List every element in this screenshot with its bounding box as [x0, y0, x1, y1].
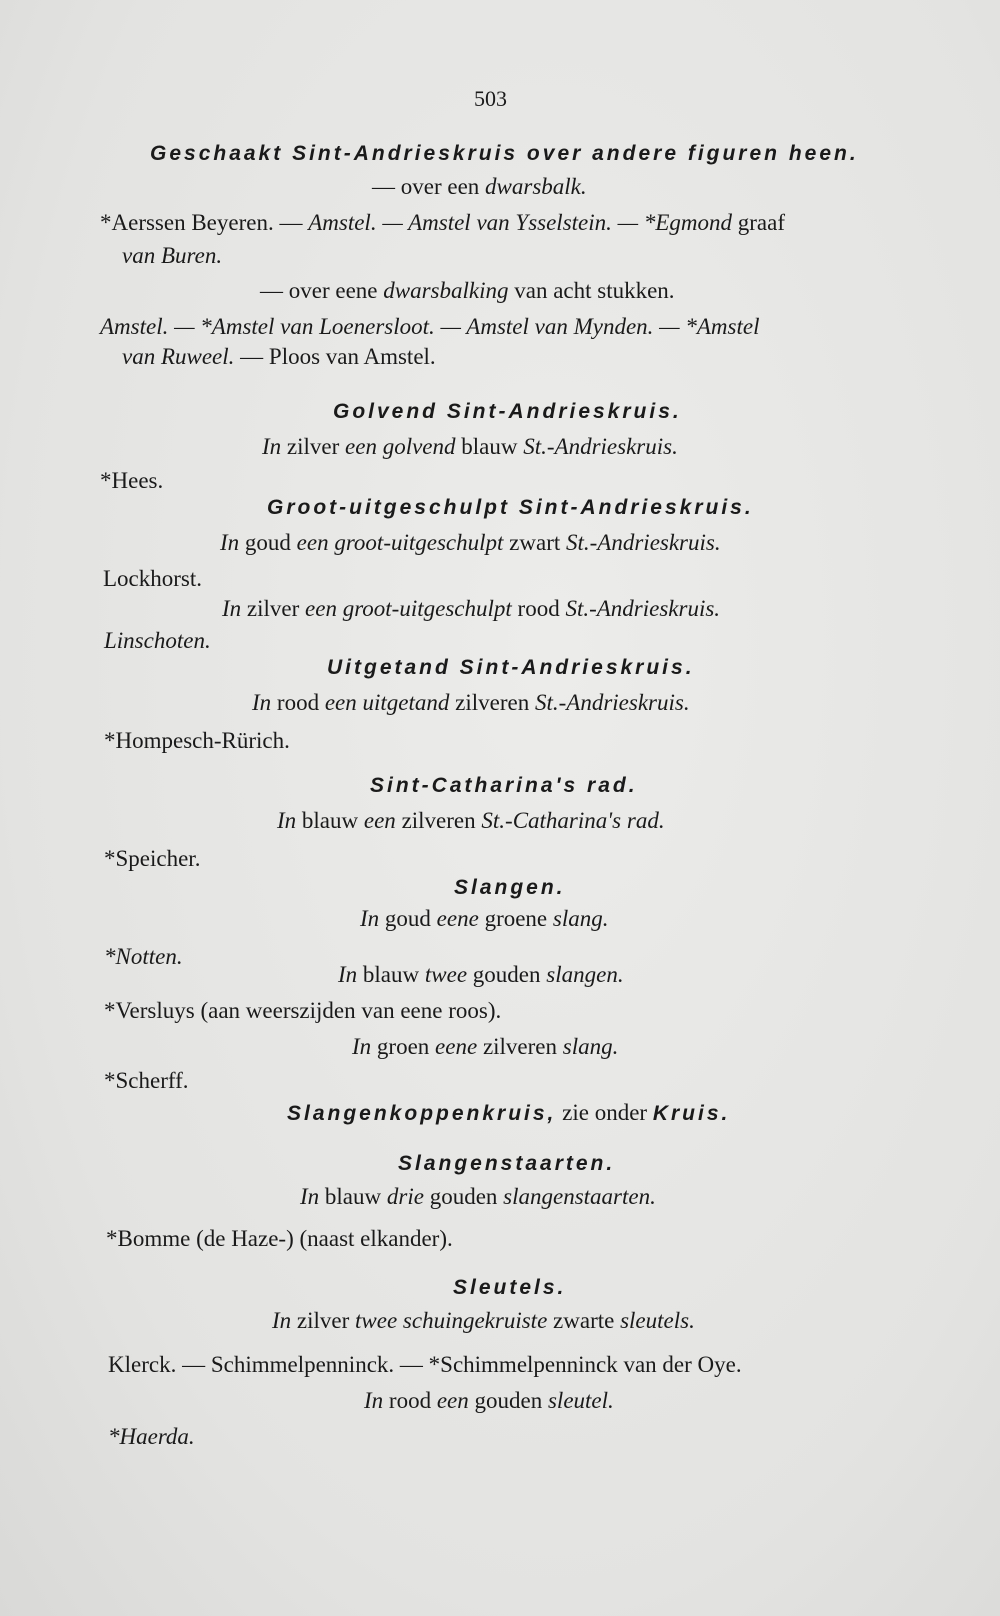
text-italic: Linschoten.: [104, 628, 211, 653]
text: — over eene: [260, 278, 384, 303]
name-notten: [104, 944, 183, 970]
text: gouden: [467, 962, 547, 987]
text: zilveren: [395, 808, 482, 833]
name-klerck: Klerck. — Schimmelpenninck. — *Schimmelpenninck van der Oye.: [108, 1352, 742, 1377]
text-italic: twee schuingekruiste: [355, 1308, 548, 1333]
text: goud: [379, 906, 437, 931]
text-italic: van Buren.: [122, 243, 223, 268]
text: blauw: [319, 1184, 387, 1209]
blazon-sleutels-zilver: [272, 1308, 695, 1334]
text-italic: slang.: [552, 906, 609, 931]
heading-slangenstaarten: Slangenstaarten.: [398, 1152, 616, 1175]
name-hompesch: *Hompesch-Rürich.: [104, 728, 290, 753]
text-italic: In: [300, 1184, 320, 1209]
entry-amstel: [100, 314, 759, 340]
text: — Ploos van Amstel.: [234, 344, 436, 369]
text-italic: drie: [386, 1184, 424, 1209]
blazon-slangen-blauw: [338, 962, 624, 988]
text-heading: Slangenkoppenkruis,: [287, 1102, 557, 1125]
text-italic: dwarsbalk.: [485, 174, 587, 199]
text-italic: een uitgetand: [324, 690, 450, 715]
heading-uitgetand: Uitgetand Sint-Andrieskruis.: [327, 656, 695, 679]
name-speicher: *Speicher.: [104, 846, 201, 871]
text: blauw: [296, 808, 364, 833]
text: blauw: [455, 434, 524, 459]
text-italic: slang.: [562, 1034, 619, 1059]
subheading-dwarsbalking: [260, 278, 675, 304]
blazon-sleutel-rood: [364, 1388, 614, 1414]
text: rood: [383, 1388, 437, 1413]
name-haerda: [108, 1424, 195, 1450]
text: *Aerssen Beyeren. —: [100, 210, 309, 235]
text: van acht stukken.: [508, 278, 675, 303]
heading-geschaakt: Geschaakt Sint-Andrieskruis over andere figuren heen.: [150, 142, 859, 165]
text-heading: Kruis.: [652, 1102, 731, 1125]
entry-aerssen: [100, 210, 785, 236]
heading-catharina: Sint-Catharina's rad.: [370, 774, 638, 797]
text: zilver: [281, 434, 346, 459]
text-italic: een: [436, 1388, 469, 1413]
blazon-catharina: [277, 808, 665, 834]
text-italic: In: [262, 434, 282, 459]
text: rood: [271, 690, 325, 715]
text: graaf: [732, 210, 786, 235]
text-italic: een golvend: [345, 434, 456, 459]
text: groen: [371, 1034, 436, 1059]
text-italic: van Ruweel.: [122, 344, 235, 369]
text: gouden: [468, 1388, 548, 1413]
text-italic: slangenstaarten.: [503, 1184, 656, 1209]
text-italic: *Notten.: [104, 944, 183, 969]
text-italic: In: [277, 808, 297, 833]
text-italic: een groot-uitgeschulpt: [296, 530, 504, 555]
text: zwart: [503, 530, 566, 555]
text-italic: In: [272, 1308, 292, 1333]
text-italic: slangen.: [546, 962, 624, 987]
name-versluys: *Versluys (aan weerszijden van eene roos).: [104, 998, 502, 1023]
text-italic: In: [222, 596, 242, 621]
text-italic: St.-Andrieskruis.: [523, 434, 678, 459]
text: rood: [511, 596, 566, 621]
text: gouden: [423, 1184, 504, 1209]
text-italic: In: [220, 530, 240, 555]
text-italic: In: [252, 690, 272, 715]
text: zwarte: [547, 1308, 621, 1333]
name-linschoten: [104, 628, 211, 654]
text-italic: sleutels.: [620, 1308, 695, 1333]
text: — over een: [372, 174, 486, 199]
heading-slangen: Slangen.: [454, 876, 566, 899]
text: zilver: [241, 596, 306, 621]
blazon-groot-goud: [220, 530, 721, 556]
text-italic: St.-Andrieskruis.: [566, 530, 721, 555]
text-italic: St.-Andrieskruis.: [565, 596, 721, 621]
text-italic: St.-Catharina's rad.: [481, 808, 665, 833]
entry-buren: [122, 243, 222, 269]
text-italic: dwarsbalking: [383, 278, 509, 303]
text: groene: [478, 906, 553, 931]
text: zilveren: [449, 690, 535, 715]
text-italic: een: [363, 808, 396, 833]
text-italic: In: [338, 962, 358, 987]
text-italic: *Haerda.: [108, 1424, 195, 1449]
name-hees: *Hees.: [100, 468, 164, 493]
text-italic: In: [364, 1388, 384, 1413]
text-italic: een groot-uitgeschulpt: [305, 596, 512, 621]
text: zilveren: [477, 1034, 563, 1059]
blazon-slangenstaarten: [300, 1184, 656, 1210]
text-italic: St.-Andrieskruis.: [534, 690, 690, 715]
text-italic: sleutel.: [547, 1388, 614, 1413]
blazon-groot-zilver: [222, 596, 720, 622]
text-italic: twee: [424, 962, 468, 987]
subheading-dwarsbalk: [372, 174, 587, 200]
text-italic: Amstel. — *Amstel van Loenersloot. — Amstel van Mynden. — *Amstel: [100, 314, 760, 339]
name-scherff: *Scherff.: [104, 1068, 189, 1093]
text-italic: In: [360, 906, 380, 931]
text: goud: [239, 530, 297, 555]
name-bomme: *Bomme (de Haze-) (naast elkander).: [106, 1226, 453, 1251]
text-italic: eene: [436, 906, 479, 931]
text-italic: Amstel. — Amstel van Ysselstein. — *Egmond: [308, 210, 733, 235]
blazon-slangen-groen: [352, 1034, 618, 1060]
heading-groot: Groot-uitgeschulpt Sint-Andrieskruis.: [267, 496, 754, 519]
blazon-slangen-goud: [360, 906, 608, 932]
heading-slangenkoppenkruis: [287, 1100, 730, 1126]
heading-sleutels: Sleutels.: [453, 1276, 567, 1299]
text-italic: In: [352, 1034, 372, 1059]
text: zie onder: [556, 1100, 653, 1125]
entry-ruweel: [122, 344, 436, 370]
text-italic: eene: [435, 1034, 478, 1059]
heading-golvend: Golvend Sint-Andrieskruis.: [333, 400, 682, 423]
name-lockhorst: Lockhorst.: [103, 566, 203, 591]
blazon-golvend: [262, 434, 678, 460]
text: zilver: [291, 1308, 356, 1333]
page-number: 503: [474, 86, 507, 111]
text: blauw: [357, 962, 425, 987]
blazon-uitgetand: [252, 690, 690, 716]
